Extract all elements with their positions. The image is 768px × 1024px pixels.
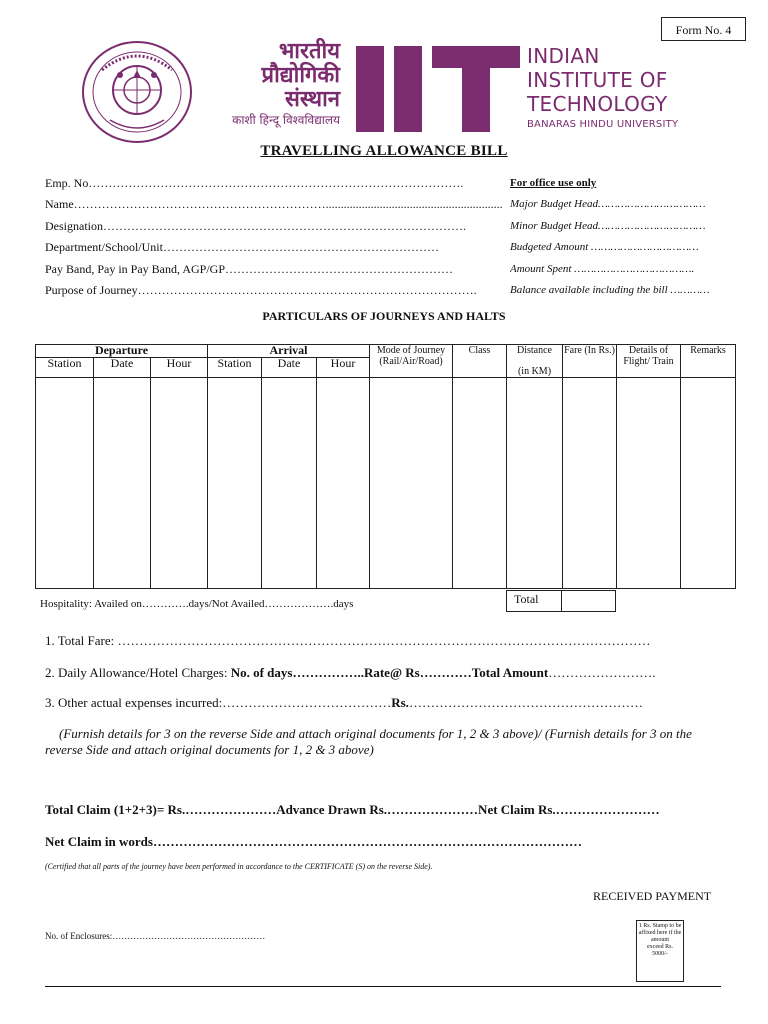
hindi-line-3: संस्थान: [285, 87, 340, 112]
mode-header-label: Mode of Journey (Rail/Air/Road): [376, 345, 446, 367]
other-expenses-rs: Rs.: [391, 695, 409, 710]
table-row: [36, 378, 736, 589]
distance-unit-label: (in KM): [517, 366, 552, 377]
logo-line-university: BANARAS HINDU UNIVERSITY: [527, 119, 679, 130]
stamp-line-2: affixed here if the: [638, 930, 682, 936]
hindi-line-2: प्रौद्योगिकी: [261, 63, 340, 88]
flight-cell[interactable]: [617, 378, 681, 589]
hindi-logo: [213, 40, 348, 136]
page-title: TRAVELLING ALLOWANCE BILL: [260, 143, 508, 159]
journey-table: [35, 344, 736, 589]
total-fare-cell[interactable]: [561, 590, 616, 612]
stamp-line-1: 1 Rs. Stamp to be: [638, 923, 682, 929]
iit-logo-icon: [354, 46, 522, 132]
enclosures-line[interactable]: No. of Enclosures:……………………………………………: [45, 931, 266, 941]
institute-seal-icon: [80, 40, 195, 144]
hindi-line-1: भारतीय: [278, 39, 340, 64]
total-claim-line[interactable]: Total Claim (1+2+3)= Rs.…………………Advance Drawn Rs.…………………Net Claim Rs.……………………: [45, 802, 660, 817]
mode-header: [370, 345, 453, 378]
total-label: Total: [506, 590, 562, 612]
logo-line-indian: INDIAN: [527, 44, 600, 68]
bottom-divider: [45, 986, 721, 987]
major-budget-head-field[interactable]: Major Budget Head……………………………: [510, 198, 706, 211]
revenue-stamp-box: [636, 920, 684, 982]
pay-band-field[interactable]: Pay Band, Pay in Pay Band, AGP/GP…………………………………………………: [45, 261, 454, 276]
office-use-section: [510, 173, 730, 301]
other-expenses-label: 3. Other actual expenses incurred:…………………………………: [45, 695, 392, 710]
dep-date-header: Date: [94, 358, 151, 378]
distance-cell[interactable]: [507, 378, 563, 589]
form-number-box: Form No. 4: [661, 17, 746, 41]
fare-header: Fare (In Rs.): [563, 345, 617, 378]
arr-date-cell[interactable]: [262, 378, 317, 589]
dep-hour-header: Hour: [151, 358, 208, 378]
english-logo: [527, 44, 678, 132]
remarks-cell[interactable]: [681, 378, 736, 589]
arr-date-header: Date: [262, 358, 317, 378]
hindi-line-4: काशी हिन्दू विश्वविद्यालय: [232, 113, 340, 127]
logo-line-technology: TECHNOLOGY: [527, 92, 668, 116]
budgeted-amount-field[interactable]: Budgeted Amount ……………………………: [510, 241, 699, 254]
furnish-note: (Furnish details for 3 on the reverse Side and attach original documents for 1, 2 & 3 above)/ (Furnish details for 3 on the reverse Side and attach original documents for 1, 2 & 3 above): [45, 726, 692, 757]
arr-hour-header: Hour: [317, 358, 370, 378]
name-field[interactable]: Name………………………………………………………...........................................................: [45, 197, 503, 212]
minor-budget-head-field[interactable]: Minor Budget Head……………………………: [510, 219, 706, 232]
other-expenses-dots: ………………………………………………: [408, 695, 643, 710]
office-use-header: For office use only: [510, 177, 597, 189]
other-expenses-line[interactable]: [45, 695, 725, 711]
total-box: [506, 590, 616, 612]
logo-line-institute: INSTITUTE OF: [527, 68, 668, 92]
balance-available-field[interactable]: Balance available including the bill …………: [510, 283, 710, 296]
purpose-field[interactable]: Purpose of Journey………………………………………………………………………….: [45, 282, 477, 297]
class-header: Class: [453, 345, 507, 378]
mode-cell[interactable]: [370, 378, 453, 589]
departure-header: Departure: [36, 345, 208, 358]
remarks-header: Remarks: [681, 345, 736, 378]
total-fare-line[interactable]: 1. Total Fare: ……………………………………………………………………………………………………………: [45, 633, 651, 648]
arr-station-header: Station: [208, 358, 262, 378]
dep-hour-cell[interactable]: [151, 378, 208, 589]
emp-no-field[interactable]: Emp. No………………………………………………………………………………….: [45, 176, 464, 190]
employee-fields: [45, 173, 510, 301]
hospitality-line[interactable]: Hospitality: Availed on………….days/Not Availed……………….days: [40, 598, 354, 610]
stamp-line-5: 5000/-: [652, 951, 668, 957]
distance-header-label: Distance: [517, 345, 552, 356]
certificate-note: (Certified that all parts of the journey have been performed in accordance to the CERTIFICATE (S) on the reverse Side).: [45, 862, 433, 871]
dep-date-cell[interactable]: [94, 378, 151, 589]
dep-station-header: Station: [36, 358, 94, 378]
daily-allowance-dots: …………………….: [548, 665, 656, 680]
daily-allowance-line[interactable]: [45, 665, 725, 681]
dep-station-cell[interactable]: [36, 378, 94, 589]
class-cell[interactable]: [453, 378, 507, 589]
received-payment-label: RECEIVED PAYMENT: [593, 889, 712, 903]
stamp-line-3: amount: [651, 937, 669, 943]
arrival-header: Arrival: [208, 345, 370, 358]
flight-header: Details of Flight/ Train: [617, 345, 681, 378]
amount-spent-field[interactable]: Amount Spent ……………………………….: [510, 262, 695, 275]
arr-station-cell[interactable]: [208, 378, 262, 589]
particulars-title: PARTICULARS OF JOURNEYS AND HALTS: [262, 309, 506, 323]
arr-hour-cell[interactable]: [317, 378, 370, 589]
designation-field[interactable]: Designation……………………………………………………………………………….: [45, 218, 466, 233]
department-field[interactable]: Department/School/Unit……………………………………………………………: [45, 240, 439, 255]
daily-allowance-details: No. of days……………..Rate@ Rs…………Total Amount: [230, 665, 549, 680]
stamp-line-4: exceed Rs.: [647, 944, 673, 950]
net-claim-words-line[interactable]: Net Claim in words………………………………………………………………………………………: [45, 834, 582, 849]
fare-cell[interactable]: [563, 378, 617, 589]
distance-header: [507, 345, 563, 378]
daily-allowance-label: 2. Daily Allowance/Hotel Charges:: [45, 665, 228, 680]
